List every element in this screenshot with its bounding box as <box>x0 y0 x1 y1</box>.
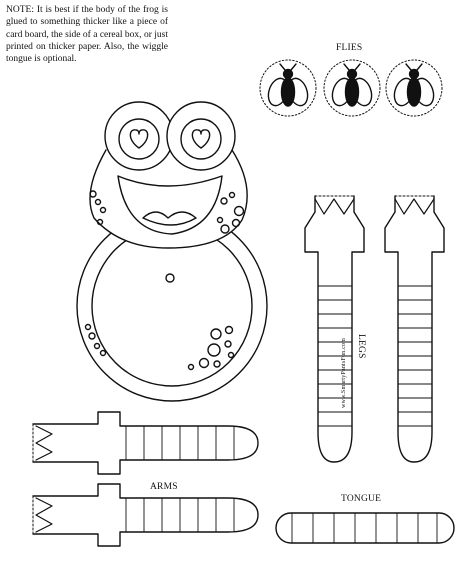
tongue-cutout <box>276 513 454 543</box>
arms-label: ARMS <box>150 482 178 492</box>
leg-cutout-1 <box>305 196 364 462</box>
arm-cutout-1 <box>33 412 258 474</box>
tongue-label: TONGUE <box>341 494 382 504</box>
arm-cutout-2 <box>33 484 258 546</box>
fly-cutout-3 <box>386 60 442 116</box>
site-watermark: www.SmartyPantsFun.com <box>341 337 347 408</box>
instruction-note: NOTE: It is best if the body of the frog is glued to something thicker like a piece of card board, the side of a cereal box, or just printed on thicker paper. Also, the wiggle tongue is optional. <box>6 5 168 65</box>
flies-label: FLIES <box>336 43 363 53</box>
legs-label: LEGS <box>356 334 366 359</box>
fly-cutout-2 <box>324 60 380 116</box>
fly-cutout-1 <box>260 60 316 116</box>
frog-head <box>90 102 247 248</box>
leg-cutout-2 <box>385 196 444 462</box>
